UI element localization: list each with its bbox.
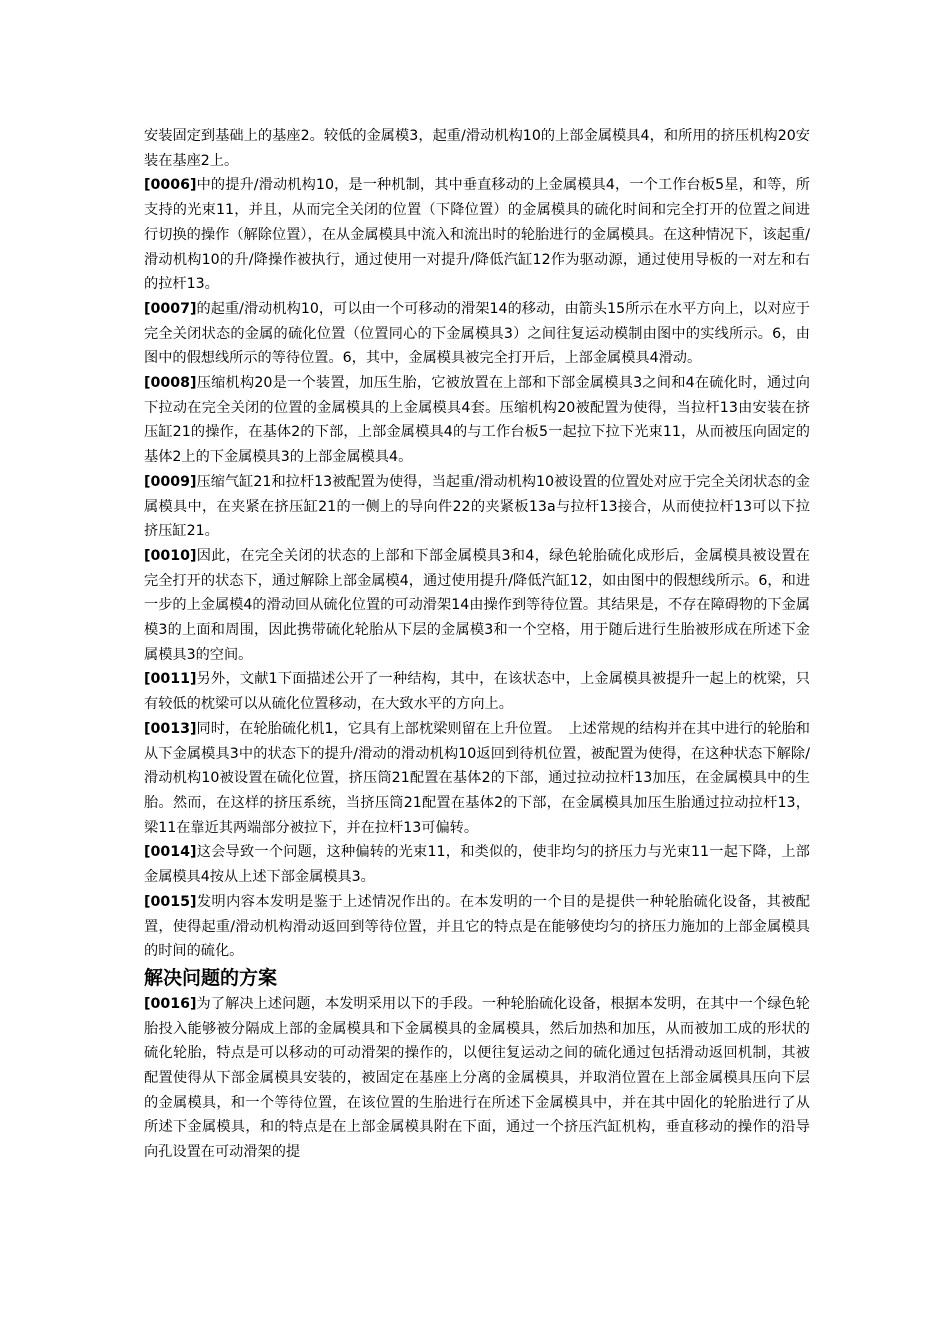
paragraph-text: 的起重/滑动机构10，可以由一个可移动的滑架14的移动，由箭头15所示在水平方向上，以对应于完全关闭状态的金属的硫化位置（位置同心的下金属模具3）之间往复运动模制由图中的实线所示。6，由图中的假想线所示的等待位置。6，其中，金属模具被完全打开后，上部金属模具4滑动。 xyxy=(144,300,810,367)
paragraph-0007 xyxy=(144,297,810,371)
paragraph-number: [0008] xyxy=(144,375,197,392)
paragraph-text: 另外，文献1下面描述公开了一种结构，其中，在该状态中，上金属模具被提升一起上的枕梁，只有较低的枕梁可以从硫化位置移动，在大致水平的方向上。 xyxy=(144,671,810,713)
paragraph-text: 发明内容本发明是鉴于上述情况作出的。在本发明的一个目的是提供一种轮胎硫化设备，其被配置，使得起重/滑动机构滑动返回到等待位置，并且它的特点是在能够使均匀的挤压力施加的上部金属模具的时间的硫化。 xyxy=(144,893,810,960)
paragraph-0014 xyxy=(144,840,810,889)
paragraph-text: 压缩机构20是一个装置，加压生胎，它被放置在上部和下部金属模具3之间和4在硫化时，通过向下拉动在完全关闭的位置的金属模具的上金属模具4套。压缩机构20被配置为使得，当拉杆13由安装在挤压缸21的操作，在基体2的下部，上部金属模具4的与工作台板5一起拉下拉下光束11，从而被压向固定的基体2上的下金属模具3的上部金属模具4。 xyxy=(144,375,810,466)
paragraph-text: 同时，在轮胎硫化机1，它具有上部枕梁则留在上升位置。 上述常规的结构并在其中进行的轮胎和从下金属模具3中的状态下的提升/滑动的滑动机构10返回到待机位置，被配置为使得，在这种状态下解除/滑动机构10被设置在硫化位置，挤压筒21配置在基体2的下部，通过拉动拉杆13加压，在金属模具中的生胎。然而，在这样的挤压系统，当挤压筒21配置在基体2的下部，在金属模具加压生胎通过拉动拉杆13，梁11在靠近其两端部分被拉下，并在拉杆13可偏转。 xyxy=(144,720,810,836)
paragraph-number: [0011] xyxy=(144,671,197,688)
paragraph-text: 安装固定到基础上的基座2。较低的金属模3，起重/滑动机构10的上部金属模具4，和所用的挤压机构20安装在基座2上。 xyxy=(144,128,810,169)
document-page xyxy=(144,124,810,1165)
paragraph-number: [0014] xyxy=(144,844,197,861)
paragraph-number: [0007] xyxy=(144,300,197,317)
paragraph-number: [0009] xyxy=(144,473,197,490)
paragraph-text: 压缩气缸21和拉杆13被配置为使得，当起重/滑动机构10被设置的位置处对应于完全关闭状态的金属模具中，在夹紧在挤压缸21的一侧上的导向件22的夹紧板13a与拉杆13接合，从而使拉杆13可以下拉挤压缸21。 xyxy=(144,473,810,540)
paragraph-number: [0010] xyxy=(144,547,197,564)
paragraph-text: 为了解决上述问题，本发明采用以下的手段。一种轮胎硫化设备，根据本发明，在其中一个绿色轮胎投入能够被分隔成上部的金属模具和下金属模具的金属模具，然后加热和加压，从而被加工成的形状的硫化轮胎，特点是可以移动的可动滑架的操作的，以便往复运动之间的硫化通过包括滑动返回机制，其被配置使得从下部金属模具安装的，被固定在基座上分离的金属模具，并取消位置在上部金属模具压向下层的金属模具，和一个等待位置，在该位置的生胎进行在所述下金属模具中，并在其中固化的轮胎进行了从所述下金属模具，和的特点是在上部金属模具附在下面，通过一个挤压汽缸机构，垂直移动的操作的沿导向孔设置在可动滑架的提 xyxy=(144,995,810,1161)
paragraph-text: 中的提升/滑动机构10，是一种机制，其中垂直移动的上金属模具4，一个工作台板5星，和等，所支持的光束11，并且，从而完全关闭的位置（下降位置）的金属模具的硫化时间和完全打开的位置之间进行切换的操作（解除位置），在从金属模具中流入和流出时的轮胎进行的金属模具。在这种情况下，该起重/滑动机构10的升/降操作被执行，通过使用一对提升/降低汽缸12作为驱动源，通过使用导板的一对左和右的拉杆13。 xyxy=(144,177,810,293)
paragraph-0008 xyxy=(144,371,810,470)
paragraph-number: [0015] xyxy=(144,893,197,910)
paragraph-0009 xyxy=(144,470,810,544)
paragraph-0016 xyxy=(144,992,810,1165)
paragraph-number: [0013] xyxy=(144,720,197,737)
paragraph-number: [0016] xyxy=(144,995,197,1012)
paragraph-0010 xyxy=(144,544,810,668)
paragraph-0013 xyxy=(144,717,810,841)
paragraph-text: 这会导致一个问题，这种偏转的光束11，和类似的，使非均匀的挤压力与光束11一起下降，上部金属模具4按从上述下部金属模具3。 xyxy=(144,844,810,886)
paragraph-0006 xyxy=(144,173,810,297)
paragraph-0015 xyxy=(144,890,810,964)
paragraph-number: [0006] xyxy=(144,177,197,194)
section-heading: 解决问题的方案 xyxy=(144,966,278,989)
paragraph-0011 xyxy=(144,667,810,716)
paragraph-intro xyxy=(144,124,810,173)
paragraph-text: 因此，在完全关闭的状态的上部和下部金属模具3和4，绿色轮胎硫化成形后，金属模具被设置在完全打开的状态下，通过解除上部金属模4，通过使用提升/降低汽缸12，如由图中的假想线所示。6，和进一步的上金属模4的滑动回从硫化位置的可动滑架14由操作到等待位置。其结果是，不存在障碍物的下金属模3的上面和周围，因此携带硫化轮胎从下层的金属模3和一个空格，用于随后进行生胎被形成在所述下金属模具3的空间。 xyxy=(144,547,810,663)
